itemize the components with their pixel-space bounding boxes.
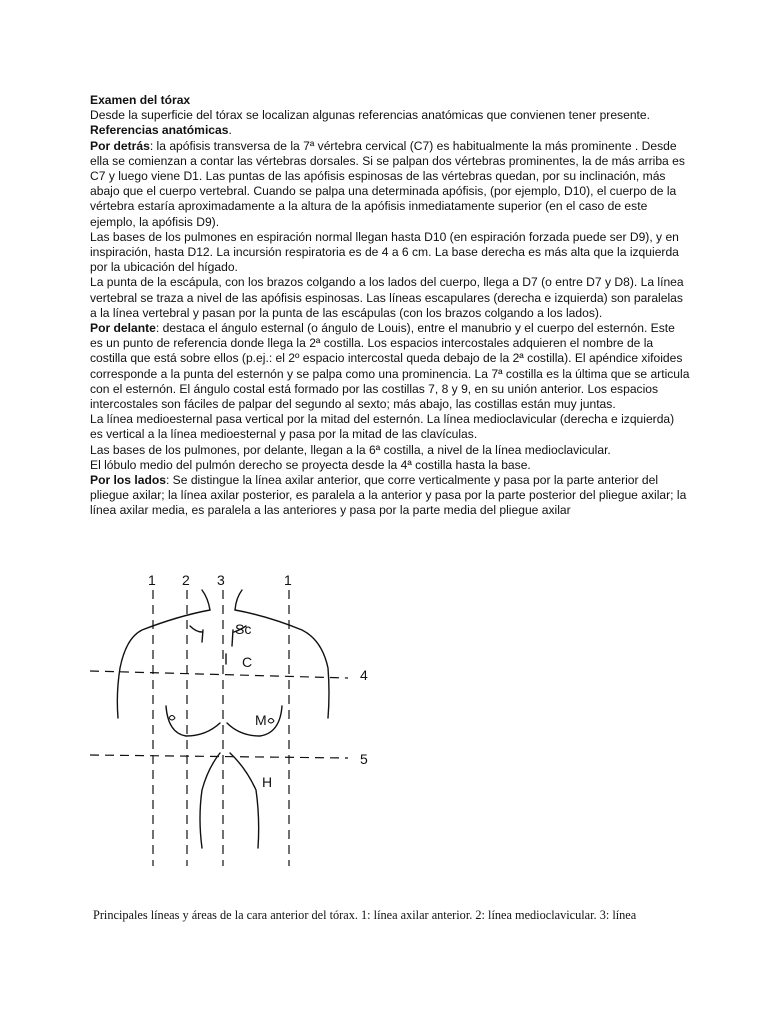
nipple-right-icon bbox=[268, 719, 274, 724]
top-label-4: 1 bbox=[284, 572, 292, 588]
anterior-paragraph-1 bbox=[90, 321, 690, 412]
line-5 bbox=[90, 755, 348, 758]
posterior-text-1: : la apófisis transversa de la 7ª vértebra cervical (C7) es habitualmente la más prominente . Desde ella se comienzan a contar las vértebras dorsales. Si se palpan dos vértebras prominentes, la de más arriba es C7 y luego viene D1. Las puntas de las apófisis espinosas de las vértebras quedan, por su inclinación, más abajo que el cuerpo vertebral. Cuando se palpa una determinada apófisis, (por ejemplo, D10), el cuerpo de la vértebra estaría aproximadamente a la altura de la apófisis inmediatamente superior (en el caso de este ejemplo, la apófisis D9). bbox=[90, 138, 685, 229]
section-heading-tail: . bbox=[228, 123, 232, 138]
document-title: Examen del tórax bbox=[90, 93, 191, 107]
anterior-paragraph-2: La línea medioesternal pasa vertical por la mitad del esternón. La línea medioclavicular (derecha e izquierda) es vertical a la línea medioesternal y pasa por la mitad de las clavículas. bbox=[90, 412, 675, 442]
nipple-left-icon bbox=[169, 716, 175, 721]
left-shoulder bbox=[117, 610, 210, 718]
region-label-m: M bbox=[255, 712, 267, 728]
top-label-1: 1 bbox=[148, 572, 156, 588]
anterior-paragraph-4: El lóbulo medio del pulmón derecho se proyecta desde la 4ª costilla hasta la base. bbox=[90, 457, 531, 472]
side-label-5: 5 bbox=[360, 751, 368, 767]
top-label-3: 3 bbox=[217, 572, 225, 588]
region-label-sc: Sc bbox=[235, 621, 252, 637]
posterior-label: Por detrás bbox=[90, 138, 150, 153]
anterior-label: Por delante bbox=[90, 321, 156, 336]
clavicle-left bbox=[190, 626, 202, 632]
posterior-paragraph-3: La punta de la escápula, con los brazos colgando a los lados del cuerpo, llega a D7 (o entre D7 y D8). La línea vertebral se traza a nivel de las apófisis espinosas. Las líneas escapulares (derecha e izquierda) son paralelas a la línea vertebral y pasan por la punta de las escápulas (con los brazos colgando a los lados). bbox=[90, 275, 684, 320]
document-text bbox=[90, 93, 690, 519]
region-label-c: C bbox=[242, 654, 253, 670]
posterior-paragraph-1 bbox=[90, 139, 690, 230]
anterior-text-1: : destaca el ángulo esternal (o ángulo de Louis), entre el manubrio y el cuerpo del esternón. Este es un punto de referencia donde llega la 2ª costilla. Los espacios intercostales adquieren el nombre de la costilla que está sobre ellos (p.ej.: el 2º espacio intercostal queda debajo de la 2ª costilla). El apéndice xifoides corresponde a la punta del esternón y se palpa como una prominencia. La 7ª costilla es la última que se articula con el esternón. El ángulo costal está formado por las costillas 7, 8 y 9, en su unión anterior. Los espacios intercostales son fáciles de palpar del segundo al sexto; más abajo, las costillas están muy juntas. bbox=[90, 321, 690, 412]
neck-right bbox=[235, 590, 242, 610]
thorax-diagram bbox=[90, 568, 390, 868]
left-pectoral bbox=[166, 706, 220, 736]
lateral-label: Por los lados bbox=[90, 473, 166, 488]
anterior-paragraph-3: Las bases de los pulmones, por delante, llegan a la 6ª costilla, a nivel de la línea medioclavicular. bbox=[90, 442, 611, 457]
lateral-text-1: : Se distingue la línea axilar anterior, que corre verticalmente y pasa por la parte anterior del pliegue axilar; la línea axilar posterior, es paralela a la anterior y pasa por la parte posterior del pliegue axilar; la línea axilar media, es paralela a las anteriores y pasa por la parte media del pliegue axilar bbox=[90, 473, 687, 518]
costal-margin-left bbox=[200, 753, 220, 848]
figure-caption: Principales líneas y áreas de la cara anterior del tórax. 1: línea axilar anterior. 2: línea medioclavicular. 3: línea bbox=[93, 908, 637, 922]
line-4 bbox=[90, 671, 348, 678]
side-label-4: 4 bbox=[360, 667, 368, 683]
reference-lines bbox=[90, 590, 348, 866]
section-heading: Referencias anatómicas bbox=[90, 123, 229, 138]
top-label-2: 2 bbox=[182, 572, 190, 588]
neck-left bbox=[202, 590, 210, 610]
intro-paragraph: Desde la superficie del tórax se localizan algunas referencias anatómicas que convienen tener presente. bbox=[90, 108, 651, 123]
lateral-paragraph-1 bbox=[90, 473, 690, 519]
region-label-h: H bbox=[262, 774, 273, 790]
costal-margin-right bbox=[230, 753, 259, 848]
sternum-right bbox=[232, 630, 233, 646]
posterior-paragraph-2: Las bases de los pulmones en espiración normal llegan hasta D10 (en espiración forzada puede ser D9), y en inspiración, hasta D12. La incursión respiratoria es de 4 a 6 cm. La base derecha es más alta que la izquierda por la ubicación del hígado. bbox=[90, 229, 679, 275]
